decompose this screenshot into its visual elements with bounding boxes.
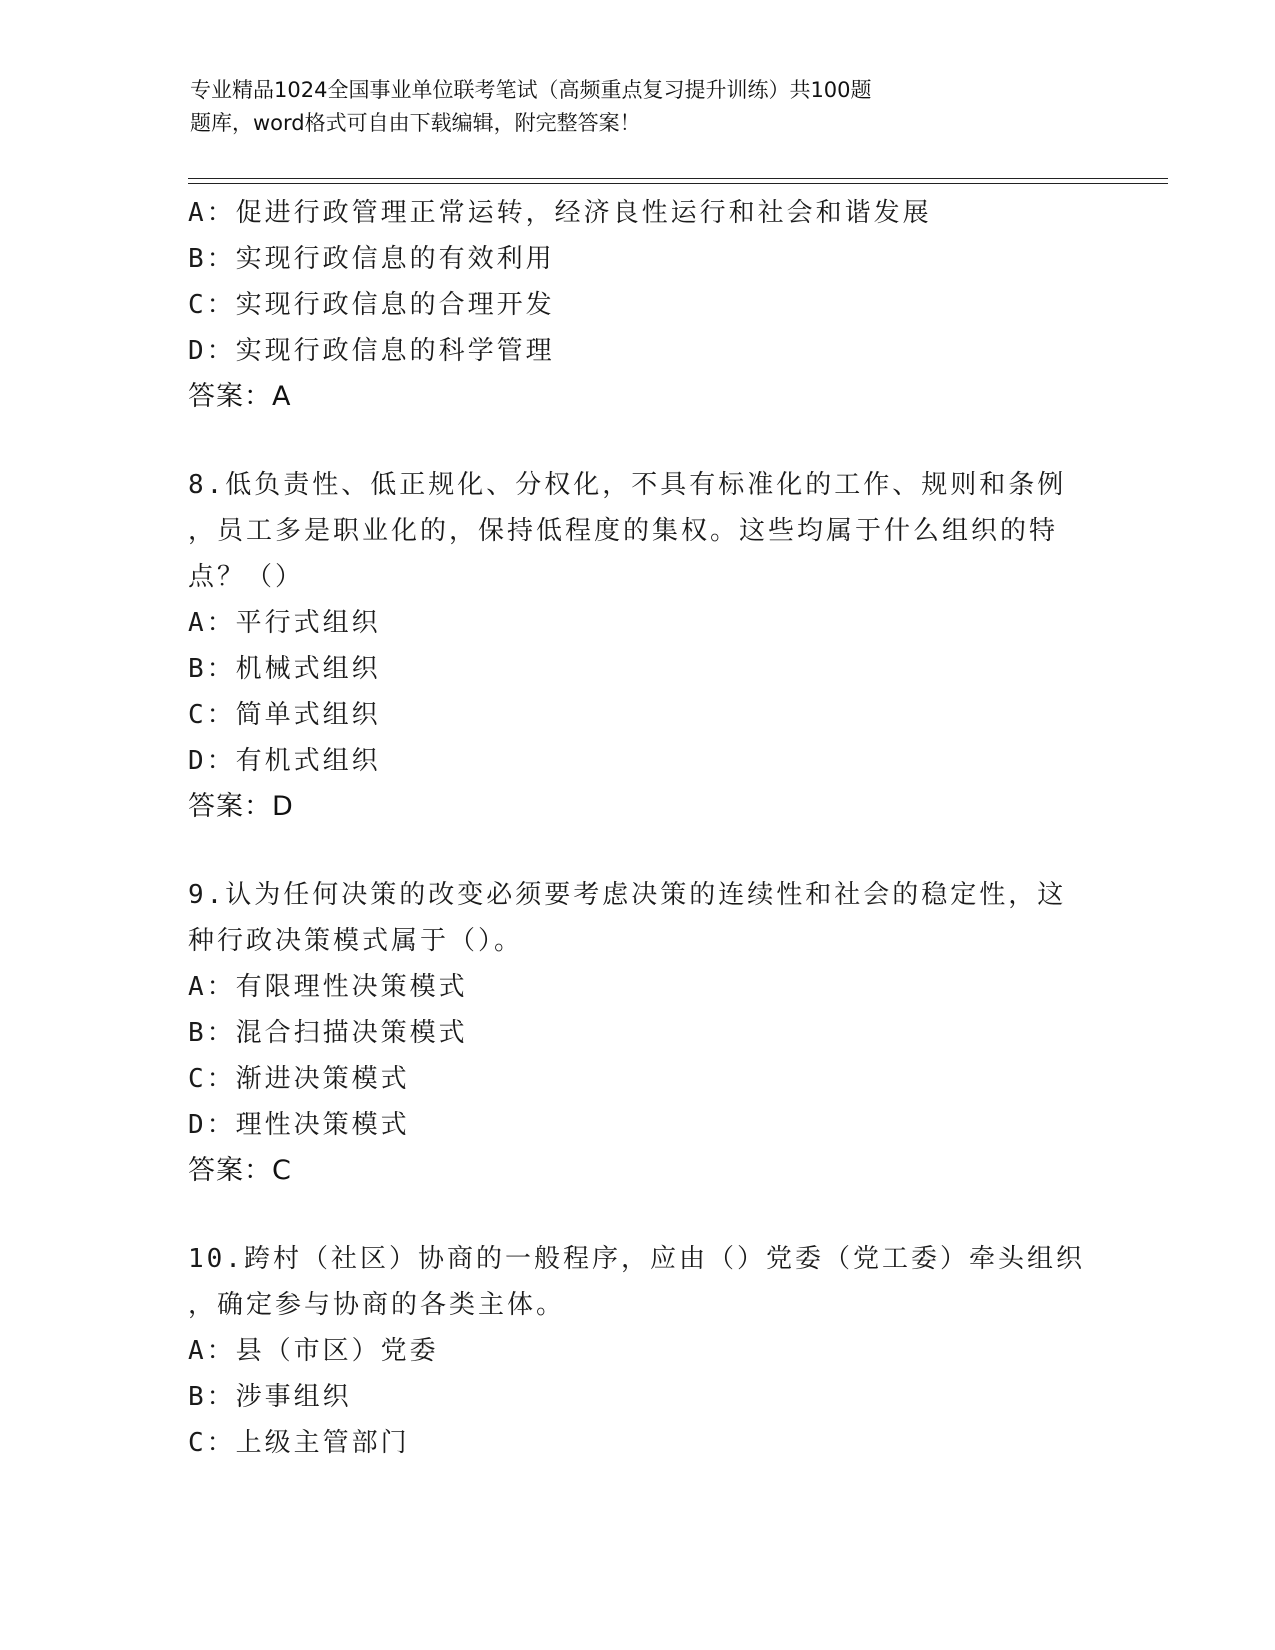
option-b: B：混合扫描决策模式	[188, 1018, 468, 1048]
question-text-line: 8.低负责性、低正规化、分权化，不具有标准化的工作、规则和条例	[188, 470, 1067, 500]
header-divider-top	[188, 178, 1168, 179]
answer-label: 答案：A	[188, 381, 292, 412]
option-a: A：促进行政管理正常运转，经济良性运行和社会和谐发展	[188, 198, 932, 228]
document-header	[190, 74, 1050, 140]
option-a: A：县（市区）党委	[188, 1336, 439, 1366]
answer-label: 答案：D	[188, 791, 294, 822]
option-d: D：理性决策模式	[188, 1110, 410, 1140]
option-c: C：渐进决策模式	[188, 1064, 410, 1094]
header-divider-bottom	[188, 183, 1168, 184]
option-b: B：涉事组织	[188, 1382, 352, 1412]
option-c: C：实现行政信息的合理开发	[188, 290, 555, 320]
spacer	[188, 1194, 1088, 1236]
header-line-2: 题库，word格式可自由下载编辑，附完整答案！	[190, 111, 641, 135]
option-c: C：上级主管部门	[188, 1428, 410, 1458]
question-10	[188, 1236, 1088, 1466]
option-d: D：有机式组织	[188, 746, 381, 776]
question-7-continuation	[188, 190, 1088, 420]
question-9	[188, 872, 1088, 1194]
question-text-line: ，确定参与协商的各类主体。	[188, 1290, 566, 1320]
question-text-line: 9.认为任何决策的改变必须要考虑决策的连续性和社会的稳定性，这	[188, 880, 1067, 910]
question-text-line: 点？（）	[188, 562, 305, 592]
question-text-line: 种行政决策模式属于（）。	[188, 926, 524, 956]
spacer	[188, 420, 1088, 462]
option-c: C：简单式组织	[188, 700, 381, 730]
answer-label: 答案：C	[188, 1155, 292, 1186]
question-text-line: 10.跨村（社区）协商的一般程序，应由（）党委（党工委）牵头组织	[188, 1244, 1085, 1274]
option-b: B：实现行政信息的有效利用	[188, 244, 555, 274]
option-a: A：有限理性决策模式	[188, 972, 468, 1002]
question-8	[188, 462, 1088, 830]
spacer	[188, 830, 1088, 872]
question-content	[188, 190, 1088, 1466]
option-b: B：机械式组织	[188, 654, 381, 684]
option-d: D：实现行政信息的科学管理	[188, 336, 555, 366]
question-text-line: ，员工多是职业化的，保持低程度的集权。这些均属于什么组织的特	[188, 516, 1059, 546]
header-line-1: 专业精品1024全国事业单位联考笔试（高频重点复习提升训练）共100题	[190, 78, 872, 102]
option-a: A：平行式组织	[188, 608, 381, 638]
